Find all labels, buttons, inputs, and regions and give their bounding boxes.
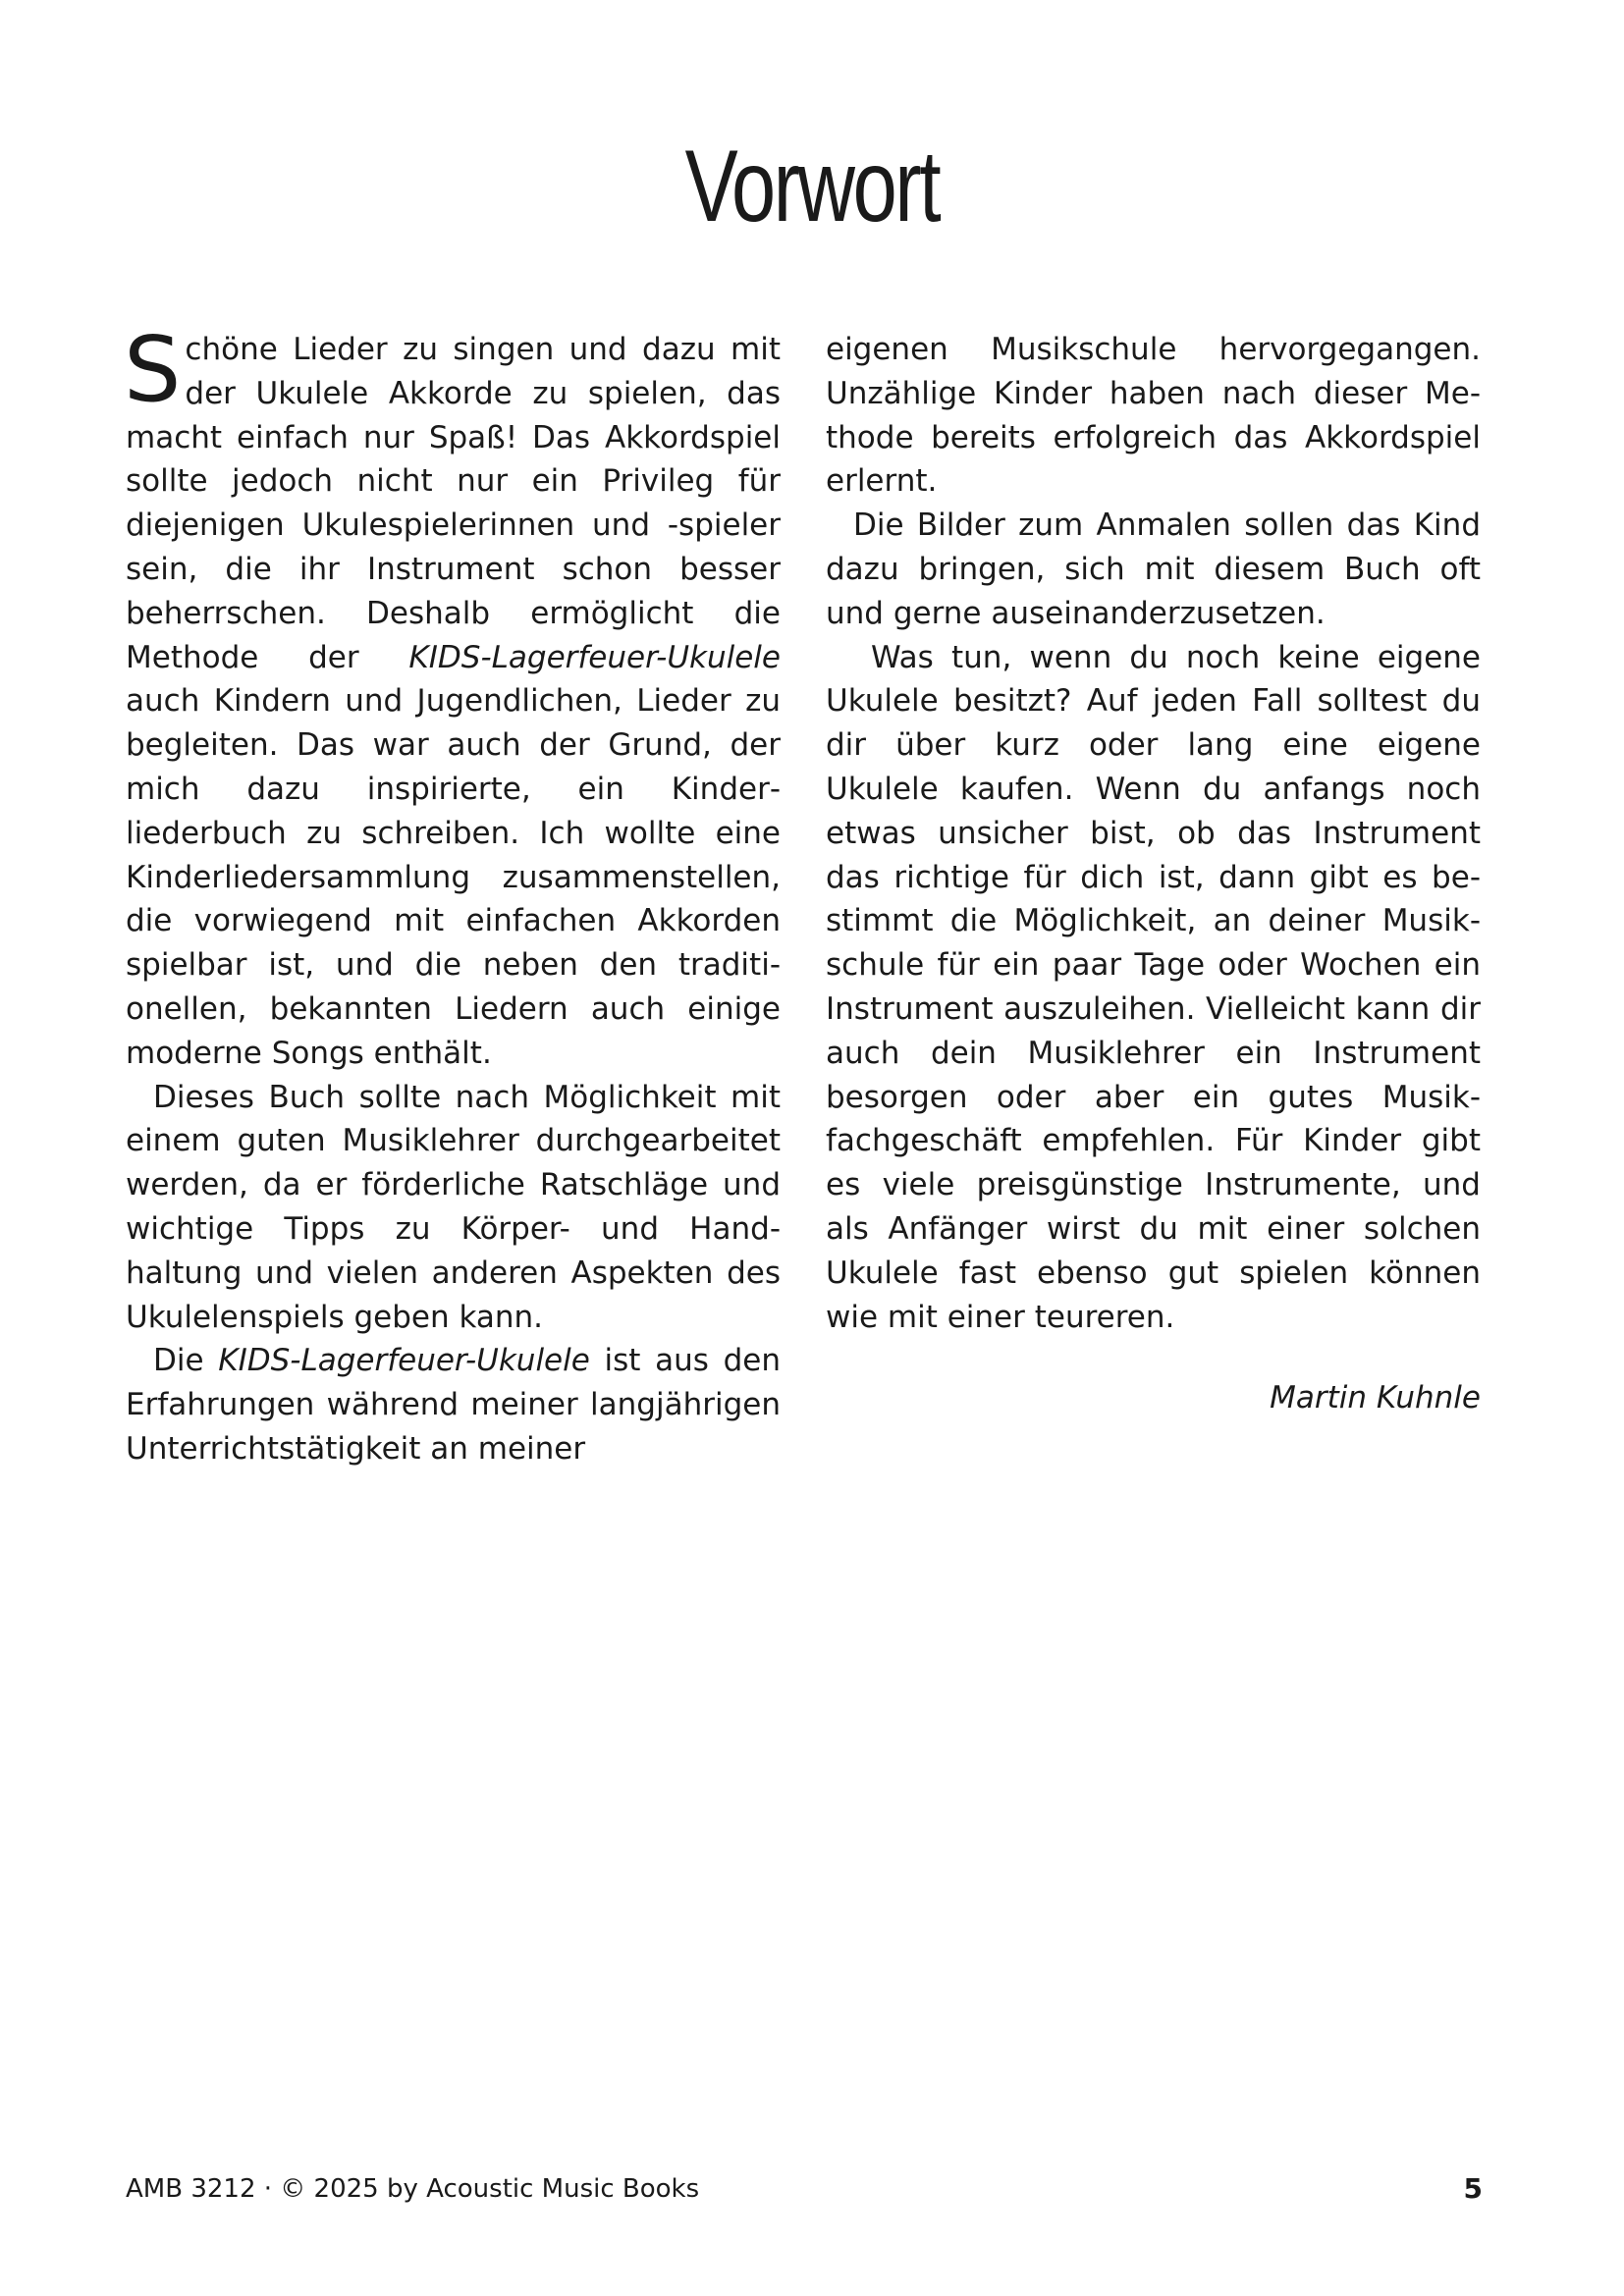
intro-text-start: chöne Lieder zu singen und dazu mit der Ukulele Akkorde zu spielen, das macht einfach nur Spaß! Das Akkordspiel sollte jedoch nicht nur ein Privileg für diejenigen Ukulespielerinnen und -spieler sein, die ihr Instrument schon besser beherrschen. Deshalb ermöglicht die Methode der bbox=[126, 332, 781, 675]
paragraph-musikschule: eigenen Musikschule hervorgegangen. Unzählige Kinder haben nach dieser Methode bereits erfolgreich das Akkordspiel erlernt. bbox=[826, 332, 1481, 500]
paragraph-was-tun: Was tun, wenn du noch keine eigene Ukulele besitzt? Auf jeden Fall solltest du dir über kurz oder lang eine eigene Ukulele kaufen. Wenn du anfangs noch etwas unsicher bist, ob das Instrument das richtige für dich ist, dann gibt es bestimmt die Möglichkeit, an deiner Musikschule für ein paar Tage oder Wochen ein Instrument auszuleihen. Vielleicht kann dir auch dein Musiklehrer ein Instrument besorgen oder aber ein gutes Musikfachgeschäft empfehlen. Für Kinder gibt es viele preisgünstige Instrumente, und als Anfänger wirst du mit einer solchen Ukulele fast ebenso gut spielen können wie mit einer teureren. bbox=[826, 639, 1481, 1335]
paragraph-musiklehrer: Dieses Buch sollte nach Möglichkeit mit einem guten Musiklehrer durchgearbeitet werden, da er förderliche Ratschläge und wichtige Tipps zu Körper- und Handhaltung und vielen anderen Aspekten des Ukulelenspiels geben kann. bbox=[126, 1079, 781, 1335]
page-title: Vorwort bbox=[684, 130, 940, 243]
intro-paragraph bbox=[124, 317, 781, 1076]
book-title-emphasis: KIDS-Lagerfeuer-Ukulele bbox=[408, 639, 781, 675]
drop-cap: S bbox=[124, 317, 182, 422]
author-signature: Martin Kuhnle bbox=[1270, 1380, 1481, 1416]
right-column bbox=[826, 328, 1481, 1420]
left-column bbox=[124, 317, 781, 1471]
paragraph-erfahrungen-start: Die bbox=[153, 1343, 219, 1379]
page-number: 5 bbox=[1463, 2172, 1483, 2205]
footer-copyright: AMB 3212 · © 2025 by Acoustic Music Books bbox=[126, 2174, 700, 2204]
book-title-emphasis-2: KIDS-Lagerfeuer-Ukulele bbox=[218, 1343, 590, 1379]
paragraph-erfahrungen-end: ist aus den Erfahrungen während meiner langjährigen Unterrichtstätigkeit an meiner bbox=[126, 1343, 781, 1467]
paragraph-bilder: Die Bilder zum Anmalen sollen das Kind dazu bringen, sich mit diesem Buch oft und gerne auseinanderzusetzen. bbox=[826, 507, 1481, 631]
intro-text-end: auch Kindern und Jugendlichen, Lieder zu begleiten. Das war auch der Grund, der mich dazu inspirierte, ein Kinderliederbuch zu schreiben. Ich wollte eine Kinderliedersammlung zusammenstellen, die vorwiegend mit einfachen Akkorden spielbar ist, und die neben den traditionellen, bekannten Liedern auch einige moderne Songs enthält. bbox=[126, 683, 781, 1071]
paragraph-erfahrungen bbox=[126, 1339, 781, 1470]
